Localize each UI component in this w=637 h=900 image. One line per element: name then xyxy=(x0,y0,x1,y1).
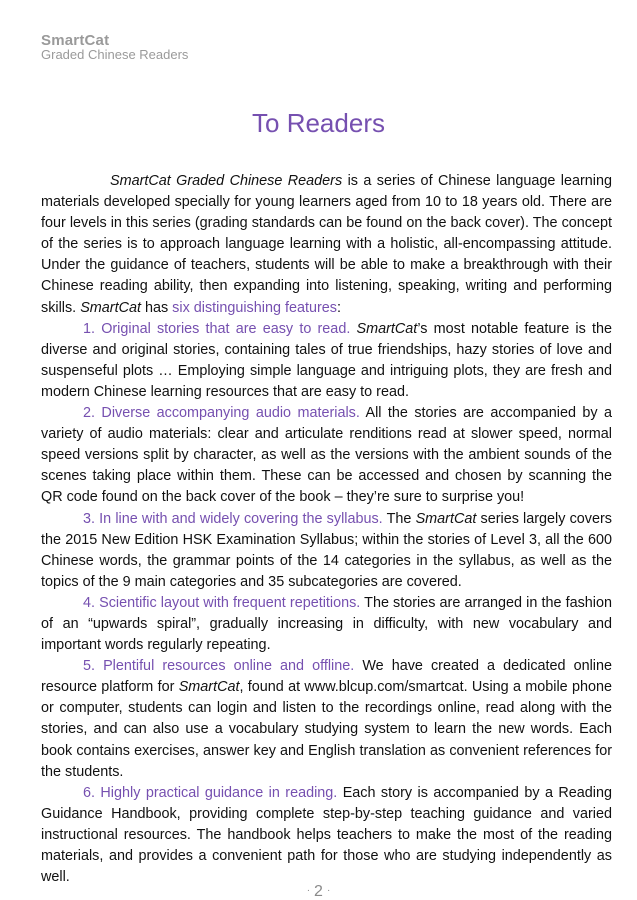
page-title: To Readers xyxy=(252,108,385,138)
feature-italic: SmartCat xyxy=(178,679,240,696)
running-header xyxy=(41,33,188,62)
feature-italic: SmartCat xyxy=(356,320,418,337)
page-number-value: 2 xyxy=(314,883,323,900)
intro-text-3: : xyxy=(336,299,341,316)
page-number xyxy=(0,883,637,900)
feature-text: We have created a dedicated online resource platform for xyxy=(41,658,612,696)
intro-paragraph xyxy=(41,171,612,319)
feature-body: Each story is accompanied by a Reading Guidance Handbook, providing complete step-by-step teaching guidance and varied instructional resources. The handbook helps teachers to make the most of the reading materials, and provides a convenient path for those who are studying independently as well. xyxy=(41,784,612,886)
feature-item xyxy=(41,509,612,593)
feature-item xyxy=(41,319,612,403)
feature-body: series largely covers the 2015 New Edition HSK Examination Syllabus; within the stories of Level 3, all the 600 Chinese words, the grammar points of the 14 categories in the syllabus, as well as the topics of the 9 main categories and 35 subcategories are covered. xyxy=(41,510,612,590)
feature-item xyxy=(41,593,612,656)
feature-heading: 4. Scientific layout with frequent repetitions. xyxy=(83,594,361,611)
feature-item xyxy=(41,403,612,508)
feature-heading: 6. Highly practical guidance in reading. xyxy=(83,784,338,801)
feature-item xyxy=(41,783,612,888)
page-number-dot-right: · xyxy=(326,885,331,896)
page-number-dot-left: · xyxy=(306,885,311,896)
feature-item xyxy=(41,656,612,783)
feature-body: All the stories are accompanied by a variety of audio materials: clear and articulate renditions read at slower speed, normal speed versions split by character, as well as the versions with the ambient sounds of the scenes taking place within them. These can be accessed and chosen by scanning the QR code found on the back cover of the book – they’re sure to surprise you! xyxy=(41,405,612,506)
feature-heading: 2. Diverse accompanying audio materials. xyxy=(83,405,360,422)
intro-text: is a series of Chinese language learning materials developed specially for young learners aged from 10 to 18 years old. There are four levels in this series (grading standards can be found on the back cover). The concept of the series is to approach language learning with a holistic, all-encompassing attitude. Under the guidance of teachers, students will be able to make a breakthrough with their Chinese reading ability, then expanding into listening, speaking, writing and performing skills. xyxy=(41,173,612,316)
feature-italic: SmartCat xyxy=(415,510,477,527)
feature-heading: 1. Original stories that are easy to read. xyxy=(83,320,351,337)
series-subtitle: Graded Chinese Readers xyxy=(41,47,189,62)
feature-body: , found at www.blcup.com/smartcat. Using a mobile phone or computer, students can login and listen to the recordings online, read along with the stories, and can also use a vocabulary studying system to learn the new words. Each book contains exercises, answer key and English translation as convenient references for the students. xyxy=(41,679,613,780)
page-body xyxy=(41,171,612,888)
intro-text-2: has xyxy=(140,299,173,316)
feature-heading: 5. Plentiful resources online and offline. xyxy=(83,658,355,675)
feature-body: The stories are arranged in the fashion of an “upwards spiral”, gradually increasing in difficulty, with new vocabulary and important words regularly repeating. xyxy=(41,594,612,654)
feature-heading: 3. In line with and widely covering the syllabus. xyxy=(83,510,383,527)
brand-italic: SmartCat xyxy=(80,299,141,316)
brand-name: SmartCat xyxy=(41,32,110,49)
feature-body: ’s most notable feature is the diverse and original stories, containing tales of true friendships, hazy stories of love and suspenseful plots … Employing simple language and intriguing plots, they are fresh and modern Chinese learning resources that are easy to read. xyxy=(41,320,612,400)
series-name: SmartCat Graded Chinese Readers xyxy=(110,173,343,189)
features-highlight: six distinguishing features xyxy=(172,299,337,316)
feature-text: The xyxy=(382,510,416,527)
